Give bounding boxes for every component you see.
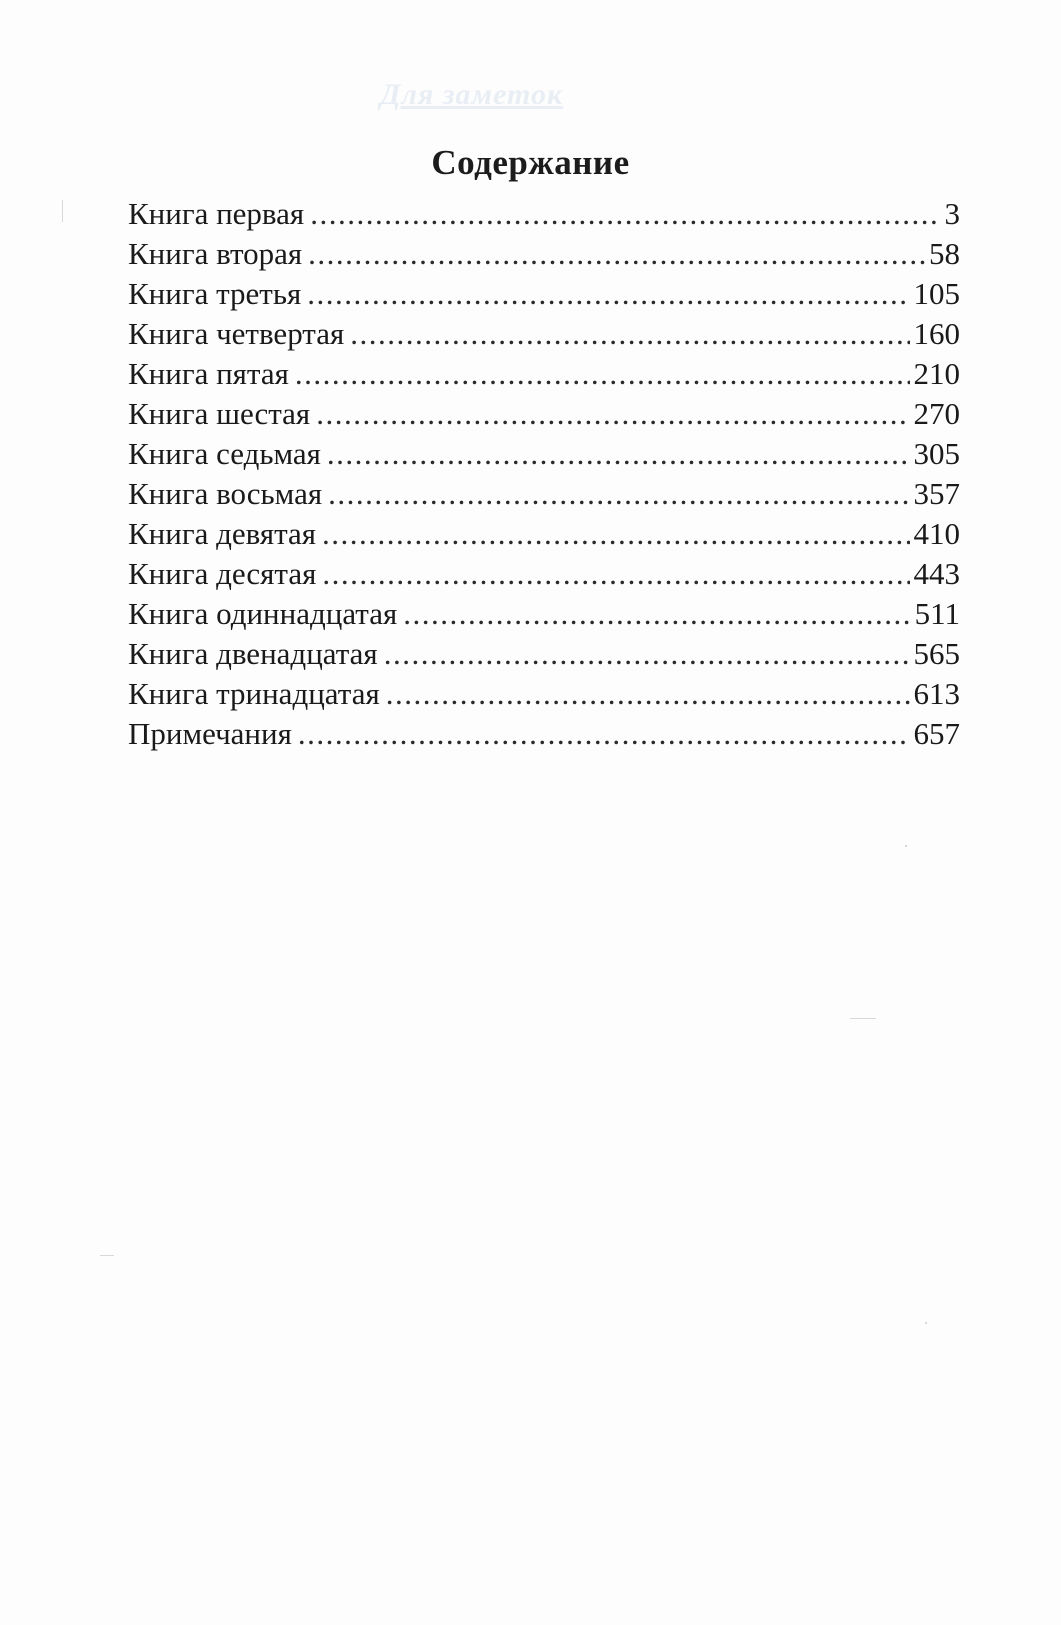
toc-entry-label: Книга одиннадцатая bbox=[128, 596, 398, 631]
toc-entry bbox=[128, 314, 960, 354]
toc-entry bbox=[128, 474, 960, 514]
toc-entry-label: Книга первая bbox=[128, 196, 305, 231]
toc-entry-label: Книга седьмая bbox=[128, 436, 321, 471]
toc-entry-page: 511 bbox=[914, 596, 960, 631]
toc-leader-dots bbox=[322, 514, 909, 554]
bleed-through-text: Для заметок bbox=[380, 78, 564, 111]
toc-entry-label: Книга двенадцатая bbox=[128, 636, 378, 671]
toc-entry-page: 210 bbox=[913, 356, 960, 391]
toc-entry-page: 105 bbox=[913, 276, 960, 311]
toc-entry-label: Книга третья bbox=[128, 276, 302, 311]
toc-entry-label: Книга пятая bbox=[128, 356, 289, 391]
toc-entry-label: Книга вторая bbox=[128, 236, 303, 271]
toc-entry bbox=[128, 554, 960, 594]
toc-entry-page: 160 bbox=[913, 316, 960, 351]
toc-entry-label: Книга тринадцатая bbox=[128, 676, 380, 711]
toc-entry-page: 410 bbox=[913, 516, 960, 551]
toc-entry-label: Книга десятая bbox=[128, 556, 317, 591]
toc-entry bbox=[128, 594, 960, 634]
toc-leader-dots bbox=[386, 674, 910, 714]
toc-entry bbox=[128, 234, 960, 274]
toc-leader-dots bbox=[316, 394, 909, 434]
toc-entry-page: 3 bbox=[944, 196, 960, 231]
toc-entry-page: 613 bbox=[913, 676, 960, 711]
toc-leader-dots bbox=[308, 234, 925, 274]
toc-leader-dots bbox=[327, 434, 910, 474]
toc-entry-page: 443 bbox=[913, 556, 960, 591]
toc-entry-page: 565 bbox=[913, 636, 960, 671]
scan-speck bbox=[905, 845, 907, 847]
toc-leader-dots bbox=[322, 554, 909, 594]
toc-entry bbox=[128, 194, 960, 234]
toc-entry-label: Книга восьмая bbox=[128, 476, 323, 511]
toc-entry bbox=[128, 354, 960, 394]
toc-leader-dots bbox=[307, 274, 909, 314]
toc-entry-page: 305 bbox=[913, 436, 960, 471]
scan-speck bbox=[62, 200, 63, 222]
toc-leader-dots bbox=[295, 354, 910, 394]
toc-entry-page: 58 bbox=[929, 236, 960, 271]
scan-speck bbox=[100, 1255, 114, 1256]
toc-leader-dots bbox=[384, 634, 910, 674]
toc-entry-page: 270 bbox=[913, 396, 960, 431]
page-title: Содержание bbox=[431, 143, 630, 182]
toc-entry bbox=[128, 274, 960, 314]
scan-speck bbox=[925, 1322, 927, 1324]
toc-entry-page: 357 bbox=[913, 476, 960, 511]
toc-leader-dots bbox=[298, 714, 910, 754]
toc-leader-dots bbox=[328, 474, 909, 514]
toc-leader-dots bbox=[310, 194, 940, 234]
toc-entry bbox=[128, 714, 960, 754]
toc-entry bbox=[128, 514, 960, 554]
toc-leader-dots bbox=[350, 314, 909, 354]
scan-speck bbox=[850, 1018, 876, 1019]
toc-leader-dots bbox=[403, 594, 910, 634]
toc-entry bbox=[128, 394, 960, 434]
toc-entry bbox=[128, 634, 960, 674]
toc-entry-label: Книга шестая bbox=[128, 396, 311, 431]
toc-entry-label: Книга девятая bbox=[128, 516, 317, 551]
toc-entry bbox=[128, 434, 960, 474]
toc-entry-label: Книга четвертая bbox=[128, 316, 345, 351]
table-of-contents bbox=[128, 194, 960, 754]
toc-entry-label: Примечания bbox=[128, 716, 292, 751]
toc-entry bbox=[128, 674, 960, 714]
toc-entry-page: 657 bbox=[913, 716, 960, 751]
